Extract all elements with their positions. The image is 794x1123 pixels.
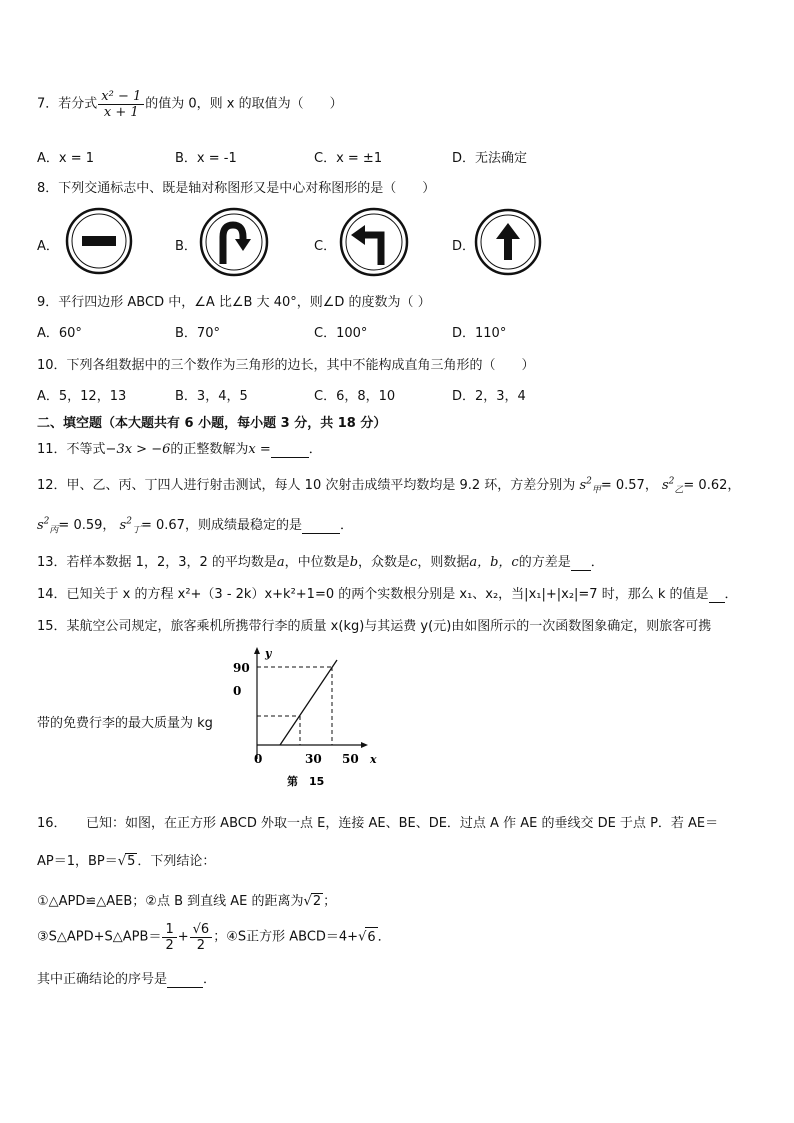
q12-v1: = 0.57，: [600, 478, 658, 493]
q12-end: ．: [339, 518, 353, 533]
q15-stem-line1: 15．某航空公司规定，旅客乘机所携带行李的质量 x(kg)与其运费 y(元)由如图所示的一次函数图象确定，则旅客可携: [37, 619, 712, 634]
straight-ahead-sign-icon: [474, 208, 542, 276]
q7-option-a: A．x = 1: [37, 151, 95, 166]
q16-conclusion-1-2: ①△APD≌△AEB；②点 B 到直线 AE 的距离为√2 ；: [37, 894, 337, 909]
q13-abc: a，b，c: [469, 555, 519, 570]
q8-option-b-label: B．: [175, 239, 197, 254]
q13-t3: ，众数是: [358, 555, 411, 570]
q12-line1: [37, 474, 740, 496]
q16-answer-end: ．: [203, 972, 217, 987]
graph-tick-y0: 0: [233, 684, 242, 698]
q8-option-a-label: A．: [37, 239, 59, 254]
q16-sqrt6: 6: [365, 927, 377, 948]
graph-x-arrow: [361, 742, 368, 748]
no-entry-bar-sign-icon: [65, 207, 133, 275]
q14-answer-blank: [709, 587, 725, 603]
q13-a: a: [276, 555, 285, 570]
q7-suffix: 的值为 0，则 x 的取值为（ ）: [145, 96, 343, 112]
q11-var: x =: [248, 442, 271, 457]
q16-answer-blank: [167, 972, 203, 988]
q11-prefix: 11．不等式: [37, 442, 106, 457]
q16-line2: AP＝1，BP＝√5 ．下列结论：: [37, 854, 216, 869]
graph-tick-30: 30: [305, 752, 322, 766]
q12-var-jia: $s^2_甲$: [579, 476, 601, 496]
q11-stem: [37, 438, 322, 458]
q10-stem: 10．下列各组数据中的三个数作为三角形的边长，其中不能构成直角三角形的（ ）: [37, 358, 535, 373]
graph-y-arrow: [254, 647, 260, 654]
q12-v3: = 0.59，: [58, 518, 116, 533]
q7-frac-numerator: x² − 1: [98, 89, 144, 105]
q16-frac-2: [190, 922, 213, 953]
q16-frac-1-num: 1: [162, 922, 176, 938]
q9-option-d: D．110°: [452, 326, 507, 341]
q12-var-ding: $s^2_丁$: [119, 516, 141, 536]
q11-answer-blank: [271, 442, 309, 458]
q12-stem: 12．甲、乙、丙、丁四人进行射击测试，每人 10 次射击成绩平均数均是 9.2 环，方差分别为: [37, 478, 576, 493]
q8-stem: 8．下列交通标志中、既是轴对称图形又是中心对称图形的是（ ）: [37, 181, 436, 196]
q16-answer: [37, 968, 216, 988]
q9-option-b: B．70°: [175, 326, 220, 341]
turn-left-sign-icon: [339, 207, 409, 277]
q16-line2-b: ．下列结论：: [137, 854, 216, 869]
q7-fraction: [98, 89, 144, 120]
q7-stem: [37, 89, 343, 120]
q16-c3a: ③S△APD+S△APB＝: [37, 929, 162, 945]
q15-graph: [225, 645, 390, 790]
q13-t2: ，中位数是: [284, 555, 350, 570]
q10-option-a: A．5，12，13: [37, 389, 127, 404]
q13-c: c: [410, 555, 418, 570]
q7-option-c: C．x = ±1: [314, 151, 383, 166]
q16-line2-a: AP＝1，BP＝: [37, 854, 118, 869]
graph-function-line: [280, 660, 337, 745]
q14-end: ．: [724, 587, 738, 602]
graph-x-label: x: [370, 753, 377, 766]
q16-frac-1-den: 2: [165, 938, 174, 953]
q16-c1: ①△APD≌△AEB；②点 B 到直线 AE 的距离为: [37, 894, 304, 909]
q16-plus: +: [177, 929, 189, 945]
q9-option-c: C．100°: [314, 326, 368, 341]
q10-option-b: B．3，4，5: [175, 389, 248, 404]
q7-prefix: 7．若分式: [37, 96, 98, 112]
graph-caption: 第 15: [287, 775, 325, 788]
q13-t4: ，则数据: [417, 555, 470, 570]
q8-option-c-label: C．: [314, 239, 337, 254]
q16-line1: 16． 已知：如图，在正方形 ABCD 外取一点 E，连接 AE、BE、DE．过点 A 作 AE 的垂线交 DE 于点 P．若 AE＝: [37, 816, 719, 831]
q16-frac-2-num: √6: [190, 922, 213, 938]
q13-answer-blank: [571, 555, 591, 571]
q12-v2: = 0.62，: [683, 478, 741, 493]
q10-option-d: D．2，3，4: [452, 389, 526, 404]
q13-t5: 的方差是: [518, 555, 571, 570]
q7-option-d: D．无法确定: [452, 151, 528, 166]
q14-text: 14．已知关于 x 的方程 x²+（3 - 2k）x+k²+1=0 的两个实数根分别是 x₁、x₂，当|x₁|+|x₂|=7 时，那么 k 的值是: [37, 587, 709, 602]
q10-option-c: C．6，8，10: [314, 389, 396, 404]
q9-option-a: A．60°: [37, 326, 82, 341]
q16-answer-text: 其中正确结论的序号是: [37, 972, 168, 987]
graph-tick-50: 50: [342, 752, 359, 766]
q12-var-bing: $s^2_丙$: [37, 516, 59, 536]
q14-stem: [37, 583, 738, 603]
q15-stem-line2: 带的免费行李的最大质量为 kg: [37, 716, 213, 731]
q12-line2: [37, 514, 353, 536]
q16-conclusion-3-4: ③S△APD+S△APB＝ $\frac{1}{2}$ + $\frac{√6}{2}$ ；④S正方形 ABCD＝4+√6 ．: [37, 922, 391, 953]
q16-c4: ；④S正方形 ABCD＝4+: [213, 929, 359, 945]
q13-text: 13．若样本数据 1，2，3，2 的平均数是: [37, 555, 277, 570]
q16-frac-2-den: 2: [196, 938, 206, 953]
q11-mid: 的正整数解为: [170, 442, 249, 457]
q16-c1-end: ；: [323, 894, 337, 909]
q12-v4: = 0.67，则成绩最稳定的是: [140, 518, 302, 533]
q16-sqrt5: 5: [127, 854, 136, 869]
graph-tick-90: 90: [233, 661, 250, 675]
q16-sqrt2: 2: [312, 894, 322, 909]
q12-answer-blank: [302, 518, 340, 534]
graph-y-label: y: [265, 647, 272, 660]
q8-option-d-label: D．: [452, 239, 476, 254]
q11-end: ．: [308, 442, 322, 457]
graph-origin: 0: [254, 752, 263, 766]
q13-end: ．: [590, 555, 604, 570]
q7-option-b: B．x = -1: [175, 151, 237, 166]
q16-c4-end: ．: [377, 929, 391, 945]
q9-stem: 9．平行四边形 ABCD 中，∠A 比∠B 大 40°，则∠D 的度数为（ ）: [37, 295, 431, 310]
q13-b: b: [349, 555, 359, 570]
section-2-title: 二、填空题（本大题共有 6 小题，每小题 3 分，共 18 分）: [37, 416, 387, 431]
q16-frac-1: [162, 922, 176, 953]
q13-stem: [37, 551, 604, 571]
q7-frac-denominator: x + 1: [103, 105, 139, 120]
q12-var-yi: $s^2_乙$: [661, 476, 684, 496]
u-turn-sign-icon: [199, 207, 269, 277]
q11-expression: −3x > −6: [105, 442, 171, 457]
